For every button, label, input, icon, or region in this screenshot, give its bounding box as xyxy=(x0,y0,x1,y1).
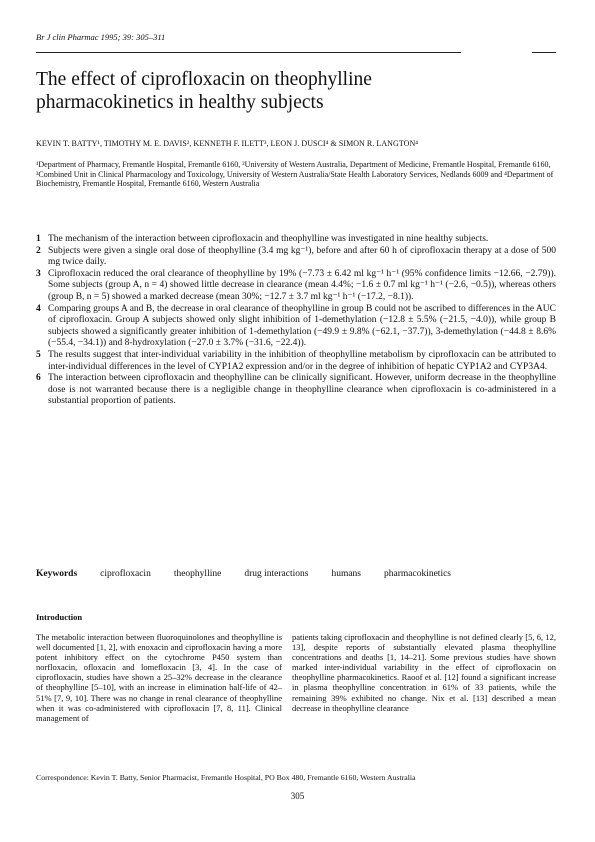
section-heading-introduction: Introduction xyxy=(36,612,83,622)
abstract-item-text: Subjects were given a single oral dose of theophylline (3.4 mg kg⁻¹), before and after 60 h of ciprofloxacin therapy at a dose of 500 mg twice daily. xyxy=(48,245,556,268)
abstract-item-text: The interaction between ciprofloxacin and theophylline can be clinically significant. However, uniform decrease in the theophylline dose is not warranted because there is a negligible change in theophylline clearance when ciprofloxacin is co-administered in a substantial proportion of patients. xyxy=(48,373,556,407)
abstract-item-number: 1 xyxy=(36,234,41,244)
keyword: pharmacokinetics xyxy=(384,569,452,579)
abstract-item xyxy=(36,269,556,304)
keyword: humans xyxy=(331,569,361,579)
abstract-item-number: 4 xyxy=(36,303,41,314)
abstract-item-text: The mechanism of the interaction between ciprofloxacin and theophylline was investigated in nine healthy subjects. xyxy=(48,234,489,244)
keywords-label: Keywords xyxy=(36,569,78,579)
header-rule-short xyxy=(532,52,556,53)
keyword: drug interactions xyxy=(244,569,309,579)
header-rule xyxy=(36,52,461,53)
abstract-item-text: Ciprofloxacin reduced the oral clearance of theophylline by 19% (−7.73 ± 6.42 ml kg⁻¹ h⁻¹ (95% confidence limits −12.66, −2.79)). Some subjects (group A, n = 4) showed little decrease in clearance (mean 4.4%; −1.6 ± 0.7 ml kg⁻¹ h⁻¹ (−2.6, −0.5)), whereas others (group B, n = 5) showed a marked decrease (mean 30%; −12.7 ± 3.7 ml kg⁻¹ h⁻¹ (−17.2, −8.1)). xyxy=(48,268,556,302)
page-number: 305 xyxy=(290,791,305,801)
abstract-item-number: 3 xyxy=(36,268,41,279)
keywords-row xyxy=(36,569,556,579)
abstract-item xyxy=(36,234,556,246)
abstract-item-text: The results suggest that inter-individual variability in the inhibition of theophylline metabolism by ciprofloxacin can be attributed to inter-individual differences in the level of CYP1A2 expression and/or in the degree of inhibition of hepatic CYP1A2 and CYP3A4. xyxy=(48,349,556,372)
abstract-item-text: Comparing groups A and B, the decrease in oral clearance of theophylline in group B could not be ascribed to differences in the AUC of ciprofloxacin. Group A subjects showed only slight inhibition of 1-demethylation (−12.8 ± 5.5% (−21.5, −4.0)), while group B subjects showed a significantly greater inhibition of 1-demethylation (−49.9 ± 9.8% (−62.1, −37.7)), 3-demethylation (−44.8 ± 8.6% (−55.4, −34.1)) and 8-hydroxylation (−27.0 ± 3.7% (−31.6, −22.4)). xyxy=(48,303,556,349)
abstract xyxy=(36,234,556,408)
abstract-item-number: 6 xyxy=(36,373,41,384)
keyword: ciprofloxacin xyxy=(100,569,151,579)
journal-citation: Br J clin Pharmac 1995; 39: 305–311 xyxy=(36,32,166,42)
abstract-item xyxy=(36,246,556,269)
article-title: The effect of ciprofloxacin on theophylline pharmacokinetics in healthy subjects xyxy=(36,69,372,113)
body-column-left: The metabolic interaction between fluoroquinolones and theophylline is well documented [1, 2], with enoxacin and ciprofloxacin having a more potent inhibitory effect on the cytochrome P450 system than norfloxacin, ofloxacin and lomefloxacin [3, 4]. In the case of ciprofloxacin, studies have shown a 25–32% decrease in the clearance of theophylline [5–10], with an increase in elimination half-life of 42–51% [7, 9, 10]. There was no change in renal clearance of theophylline when it was co-administered with ciprofloxacin [7, 8, 11]. Clinical management of xyxy=(36,632,282,723)
body-column-right: patients taking ciprofloxacin and theophylline is not defined clearly [5, 6, 12, 13], despite reports of substantially elevated plasma theophylline concentrations and deaths [1, 14–21]. Some previous studies have shown marked inter-individual variability in the effect of ciprofloxacin on theophylline pharmacokinetics. Raoof et al. [12] found a significant increase in plasma theophylline concentration in 61% of 33 patients, while the remaining 39% exhibited no change. Nix et al. [13] described a mean decrease in theophylline clearance xyxy=(292,632,556,713)
abstract-item-number: 5 xyxy=(36,349,41,360)
affiliations: ¹Department of Pharmacy, Fremantle Hospital, Fremantle 6160, ²University of Western Australia, Department of Medicine, Fremantle Hospital, Fremantle 6160, ³Combined Unit in Clinical Pharmacology and Toxicology, University of Western Australia/State Health Laboratory Services, Nedlands 6009 and ⁴Department of Biochemistry, Fremantle Hospital, Fremantle 6160, Western Australia xyxy=(36,160,554,189)
keyword: theophylline xyxy=(173,569,222,579)
abstract-item xyxy=(36,350,556,373)
abstract-item xyxy=(36,373,556,408)
abstract-item xyxy=(36,304,556,350)
author-list: KEVIN T. BATTY¹, TIMOTHY M. E. DAVIS², KENNETH F. ILETT³, LEON J. DUSCI⁴ & SIMON R. LANGTON⁴ xyxy=(36,139,419,148)
correspondence-note: Correspondence: Kevin T. Batty, Senior Pharmacist, Fremantle Hospital, PO Box 480, Fremantle 6160, Western Australia xyxy=(36,773,416,782)
abstract-item-number: 2 xyxy=(36,245,41,256)
